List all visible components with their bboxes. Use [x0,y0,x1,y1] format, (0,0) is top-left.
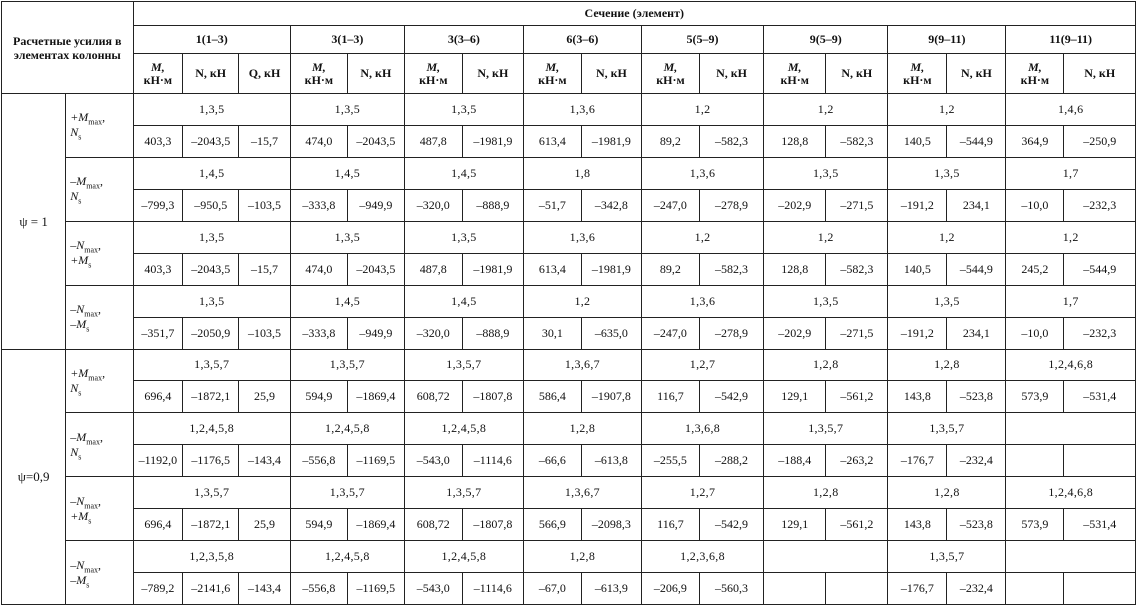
load-combination: 1,3,5 [764,157,888,189]
combination-row [2,477,1136,509]
load-combination: 1,3,5,7 [290,349,404,381]
force-value: –351,7 [133,317,183,349]
element-header: 1(1–3) [133,26,290,54]
force-value: 608,72 [404,509,462,541]
axial-force-header: N, кН [826,54,888,94]
force-value: –799,3 [133,189,183,221]
force-case-label: $-N_{max}$, $-M_s$ [66,541,133,605]
force-value: 143,8 [888,509,947,541]
moment-symbol: М, [545,59,560,74]
force-value: 573,9 [1006,381,1064,413]
force-value: –582,3 [699,253,763,285]
force-value: 234,1 [947,317,1006,349]
load-combination [1006,541,1136,573]
load-combination [764,541,888,573]
axial-force-header: N, кН [347,54,404,94]
moment-header [764,54,826,94]
moment-unit: кН·м [656,72,685,87]
force-value: –66,6 [523,445,581,477]
load-combination: 1,4,5 [404,285,523,317]
load-combination: 1,3,5,7 [133,477,290,509]
force-case-label: $-N_{max}$, $+M_s$ [66,221,133,285]
force-value: –2043,5 [183,253,239,285]
force-case-label: $-N_{max}$, $+M_s$ [66,477,133,541]
force-value: –333,8 [290,189,347,221]
force-value: 696,4 [133,509,183,541]
load-combination: 1,3,5 [133,285,290,317]
force-value: –560,3 [699,573,763,605]
load-combination: 1,3,5 [888,285,1006,317]
force-value: –15,7 [239,253,291,285]
load-combination: 1,3,5 [290,221,404,253]
force-case-label: $-N_{max}$, $-M_s$ [66,285,133,349]
force-value: –1176,5 [183,445,239,477]
psi-label: ψ = 1 [2,94,66,350]
load-combination: 1,3,5 [404,221,523,253]
force-value: –202,9 [764,189,826,221]
force-value: –1169,5 [347,445,404,477]
force-value: –176,7 [888,573,947,605]
load-combination: 1,3,6 [523,94,641,126]
moment-header [404,54,462,94]
force-value: 140,5 [888,253,947,285]
force-value: –543,0 [404,445,462,477]
force-value: 573,9 [1006,509,1064,541]
force-value: 613,4 [523,125,581,157]
load-combination: 1,2,7 [641,349,763,381]
force-value: –188,4 [764,445,826,477]
force-value: 487,8 [404,253,462,285]
combination-row [2,285,1136,317]
moment-symbol: М, [910,59,925,74]
values-row [2,381,1136,413]
force-value: –556,8 [290,573,347,605]
load-combination: 1,3,6 [641,285,763,317]
force-value: –542,9 [699,381,763,413]
corner-header: Расчетные усилия в элементах колонны [2,2,134,94]
force-value: 403,3 [133,253,183,285]
load-combination: 1,2,8 [523,413,641,445]
force-case-label: $-M_{max}$, $N_s$ [66,413,133,477]
force-value: –543,0 [404,573,462,605]
force-value: –333,8 [290,317,347,349]
force-value: –613,8 [581,445,641,477]
load-combination: 1,3,6 [523,221,641,253]
force-value: –635,0 [581,317,641,349]
force-value: –271,5 [826,189,888,221]
force-value: –544,9 [1064,253,1136,285]
load-combination: 1,2,4,5,8 [290,413,404,445]
force-value: –556,8 [290,445,347,477]
load-combination: 1,3,6,7 [523,477,641,509]
force-value: 594,9 [290,509,347,541]
force-value: –789,2 [133,573,183,605]
load-combination: 1,2,4,6,8 [1006,477,1136,509]
force-value: –531,4 [1064,381,1136,413]
force-value: –10,0 [1006,317,1064,349]
force-value: 608,72 [404,381,462,413]
force-value: –2098,3 [581,509,641,541]
load-combination: 1,3,5 [290,94,404,126]
load-combination: 1,2 [641,221,763,253]
force-value: –949,9 [347,189,404,221]
load-combination: 1,3,6 [641,157,763,189]
force-value: –1807,8 [462,509,523,541]
force-value: –2141,6 [183,573,239,605]
force-value: 403,3 [133,125,183,157]
combination-row [2,94,1136,126]
force-value: –561,2 [826,381,888,413]
quantity-header-row [2,54,1136,94]
load-combination: 1,2 [888,94,1006,126]
moment-header [641,54,699,94]
force-value: –232,3 [1064,189,1136,221]
element-header: 6(3–6) [523,26,641,54]
force-value: –561,2 [826,509,888,541]
force-value: 89,2 [641,125,699,157]
force-value: –232,3 [1064,317,1136,349]
combination-row [2,157,1136,189]
values-row [2,445,1136,477]
force-value: –320,0 [404,317,462,349]
force-value: 25,9 [239,509,291,541]
load-combination: 1,2,8 [764,349,888,381]
load-combination: 1,4,5 [404,157,523,189]
table-body [2,94,1136,605]
load-combination: 1,2,3,6,8 [641,541,763,573]
force-value: 474,0 [290,125,347,157]
force-value: 116,7 [641,381,699,413]
force-value: –232,4 [947,573,1006,605]
load-combination: 1,2,8 [523,541,641,573]
moment-unit: кН·м [780,72,809,87]
force-value [1006,573,1064,605]
combination-row [2,221,1136,253]
element-header: 9(9–11) [888,26,1006,54]
force-value: –949,9 [347,317,404,349]
load-combination: 1,4,5 [290,157,404,189]
force-value: –342,8 [581,189,641,221]
element-header: 11(9–11) [1006,26,1136,54]
force-value: –888,9 [462,317,523,349]
axial-force-header: N, кН [183,54,239,94]
force-value: –1114,6 [462,445,523,477]
moment-header [523,54,581,94]
load-combination: 1,3,5,7 [404,477,523,509]
load-combination: 1,2 [764,94,888,126]
load-combination: 1,2,8 [764,477,888,509]
load-combination: 1,3,6,7 [523,349,641,381]
force-value: –950,5 [183,189,239,221]
force-value: –176,7 [888,445,947,477]
force-value: –1981,9 [462,125,523,157]
values-row [2,189,1136,221]
force-value: –288,2 [699,445,763,477]
force-value: 594,9 [290,381,347,413]
load-combination: 1,2,4,5,8 [404,413,523,445]
axial-force-header: N, кН [1064,54,1136,94]
force-case-label: $+M_{max}$, $N_s$ [66,349,133,413]
force-value: –1192,0 [133,445,183,477]
load-combination: 1,3,5,7 [888,413,1006,445]
load-combination: 1,3,5 [404,94,523,126]
force-value: –1907,8 [581,381,641,413]
force-value: –2043,5 [347,253,404,285]
force-value: 128,8 [764,125,826,157]
combinations-table [1,1,1136,605]
load-combination: 1,3,5 [764,285,888,317]
force-value [826,573,888,605]
force-value: 566,9 [523,509,581,541]
force-value: –67,0 [523,573,581,605]
force-value: 129,1 [764,381,826,413]
force-value: 129,1 [764,509,826,541]
load-combination: 1,8 [523,157,641,189]
load-combination: 1,7 [1006,285,1136,317]
values-row [2,125,1136,157]
force-value: 613,4 [523,253,581,285]
moment-header [133,54,183,94]
force-value: 234,1 [947,189,1006,221]
values-row [2,509,1136,541]
combination-row [2,541,1136,573]
load-combination: 1,2 [1006,221,1136,253]
load-combination: 1,2,4,5,8 [133,413,290,445]
load-combination: 1,2 [523,285,641,317]
load-combination: 1,4,5 [133,157,290,189]
force-value: 586,4 [523,381,581,413]
section-header: Сечение (элемент) [133,2,1135,26]
force-value: –582,3 [826,125,888,157]
force-value: –544,9 [947,253,1006,285]
load-combination: 1,3,5 [133,94,290,126]
moment-symbol: М, [426,59,441,74]
load-combination: 1,3,5 [133,221,290,253]
force-value: –1872,1 [183,381,239,413]
force-value: –1981,9 [581,253,641,285]
values-row [2,317,1136,349]
load-combination: 1,4,6 [1006,94,1136,126]
force-value: –143,4 [239,445,291,477]
force-value: 487,8 [404,125,462,157]
force-value: 25,9 [239,381,291,413]
moment-symbol: М, [1028,59,1042,74]
force-value [1064,573,1136,605]
load-combination: 1,2,4,5,8 [404,541,523,573]
force-value: –1872,1 [183,509,239,541]
force-value: –206,9 [641,573,699,605]
force-value: –1869,4 [347,381,404,413]
force-value: –103,5 [239,317,291,349]
force-value: –1869,4 [347,509,404,541]
force-value: –544,9 [947,125,1006,157]
moment-symbol: М, [663,59,678,74]
load-combination: 1,7 [1006,157,1136,189]
force-value: 128,8 [764,253,826,285]
force-value: 364,9 [1006,125,1064,157]
force-value: –2043,5 [183,125,239,157]
force-value: 245,2 [1006,253,1064,285]
force-value: –1114,6 [462,573,523,605]
axial-force-header: N, кН [581,54,641,94]
force-value: –582,3 [826,253,888,285]
moment-header [1006,54,1064,94]
load-combination: 1,2,8 [888,349,1006,381]
axial-force-header: N, кН [947,54,1006,94]
force-value: –15,7 [239,125,291,157]
combination-row [2,413,1136,445]
moment-header [888,54,947,94]
combination-row [2,349,1136,381]
load-combination: 1,4,5 [290,285,404,317]
shear-force-header: Q, кН [239,54,291,94]
load-combination: 1,2,3,5,8 [133,541,290,573]
psi-label: ψ=0,9 [2,349,66,605]
force-value: –523,8 [947,509,1006,541]
force-value: 30,1 [523,317,581,349]
moment-unit: кН·м [419,72,448,87]
force-value: –191,2 [888,317,947,349]
load-combination: 1,2,4,5,8 [290,541,404,573]
force-value: 474,0 [290,253,347,285]
force-value: –278,9 [699,189,763,221]
force-value: –271,5 [826,317,888,349]
load-combination: 1,3,5,7 [764,413,888,445]
load-combination: 1,3,5,7 [133,349,290,381]
force-value: –51,7 [523,189,581,221]
force-value: –247,0 [641,317,699,349]
force-value: 116,7 [641,509,699,541]
force-value: –1169,5 [347,573,404,605]
moment-unit: кН·м [903,72,932,87]
force-value: 696,4 [133,381,183,413]
force-value: –250,9 [1064,125,1136,157]
values-row [2,573,1136,605]
force-value: –1981,9 [581,125,641,157]
force-value: –2050,9 [183,317,239,349]
force-value: –542,9 [699,509,763,541]
axial-force-header: N, кН [462,54,523,94]
moment-header [290,54,347,94]
force-value: 143,8 [888,381,947,413]
moment-unit: кН·м [538,72,567,87]
force-value: –263,2 [826,445,888,477]
moment-unit: кН·м [304,72,334,87]
load-combination: 1,3,6,8 [641,413,763,445]
element-header: 3(3–6) [404,26,523,54]
values-row [2,253,1136,285]
force-value: –103,5 [239,189,291,221]
load-combination: 1,3,5,7 [888,541,1006,573]
load-combination: 1,3,5,7 [290,477,404,509]
force-value: –247,0 [641,189,699,221]
moment-unit: кН·м [1020,72,1050,87]
force-case-label: $-M_{max}$, $N_s$ [66,157,133,221]
load-combination: 1,2,8 [888,477,1006,509]
force-value: –278,9 [699,317,763,349]
load-combination: 1,2 [888,221,1006,253]
force-value: 140,5 [888,125,947,157]
force-value [1006,445,1064,477]
load-combination: 1,3,5 [888,157,1006,189]
force-value: –202,9 [764,317,826,349]
load-combination: 1,2,4,6,8 [1006,349,1136,381]
element-header: 5(5–9) [641,26,763,54]
force-case-label: $+M_{max}$, $N_s$ [66,94,133,158]
force-value: –232,4 [947,445,1006,477]
moment-symbol: М, [151,59,165,74]
element-header: 9(5–9) [764,26,888,54]
moment-symbol: М, [787,59,802,74]
force-value: –255,5 [641,445,699,477]
force-value [764,573,826,605]
load-combination [1006,413,1136,445]
element-header: 3(1–3) [290,26,404,54]
force-value: –1807,8 [462,381,523,413]
moment-symbol: М, [312,59,326,74]
force-value: –143,4 [239,573,291,605]
load-combination: 1,2 [764,221,888,253]
force-value: –2043,5 [347,125,404,157]
force-value: –10,0 [1006,189,1064,221]
force-value: –582,3 [699,125,763,157]
moment-unit: кН·м [143,72,173,87]
force-value: –191,2 [888,189,947,221]
force-value: –523,8 [947,381,1006,413]
load-combination: 1,3,5,7 [404,349,523,381]
force-value: –1981,9 [462,253,523,285]
force-value [1064,445,1136,477]
axial-force-header: N, кН [699,54,763,94]
load-combination: 1,2,7 [641,477,763,509]
load-combination: 1,2 [641,94,763,126]
force-value: –531,4 [1064,509,1136,541]
force-value: –320,0 [404,189,462,221]
force-value: –888,9 [462,189,523,221]
force-value: 89,2 [641,253,699,285]
force-value: –613,9 [581,573,641,605]
